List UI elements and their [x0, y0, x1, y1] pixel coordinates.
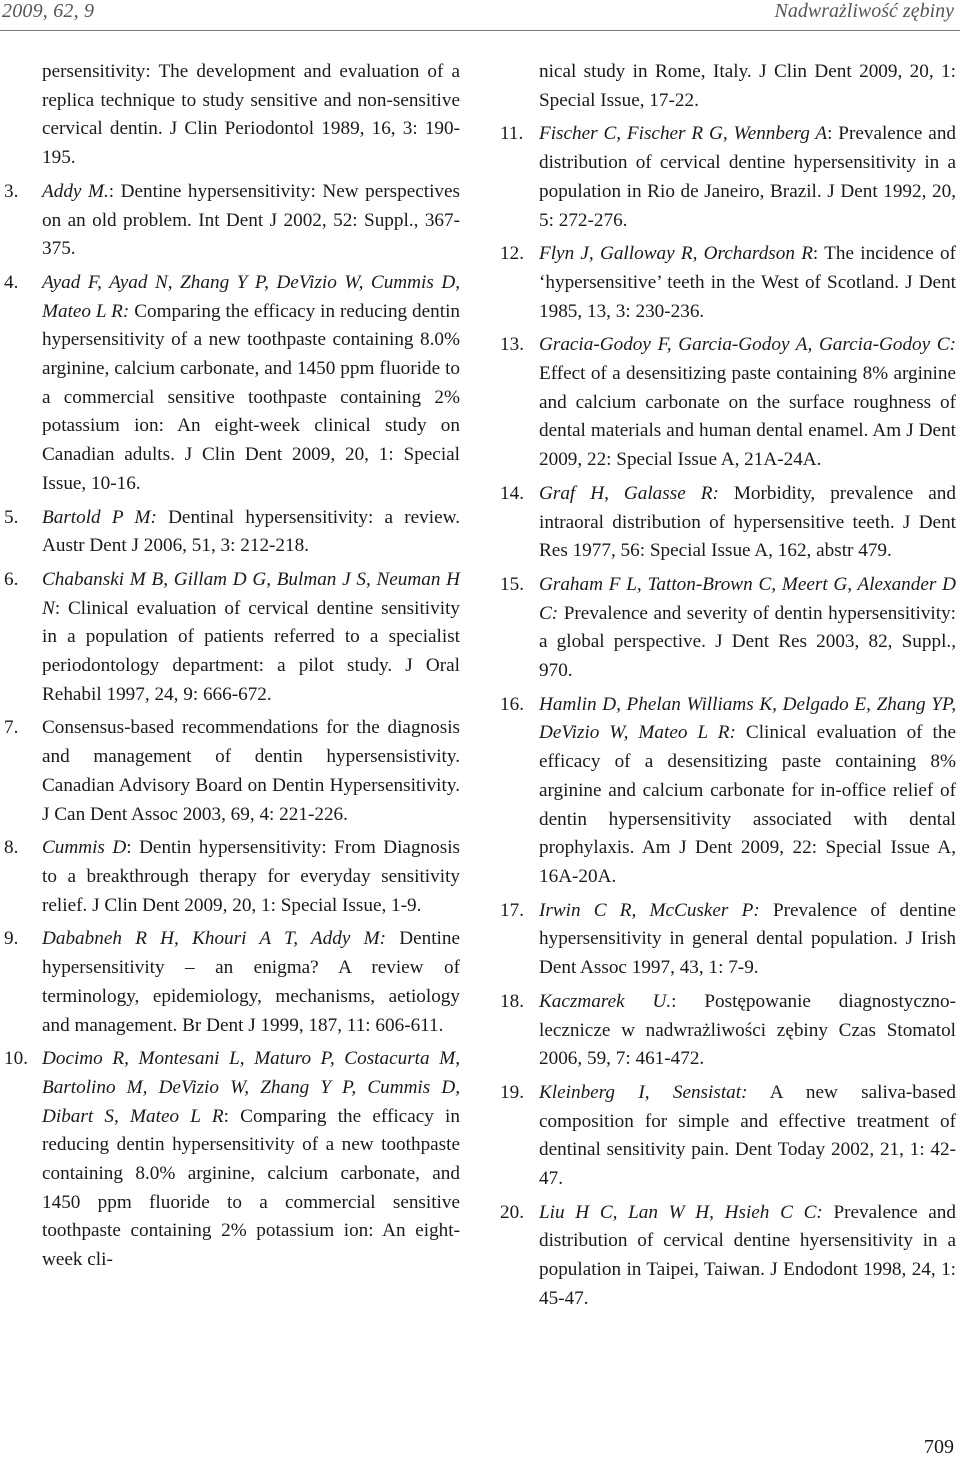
reference-authors: Graf H, Galasse R:: [539, 482, 719, 504]
reference-authors: Chabanski M B, Gillam D G, Bulman J S, Neuman H N: [42, 568, 460, 619]
reference-text: Morbidity, prevalence and intraoral distribution of hypersensitive teeth. J Dent Res 1977, 56: Special Issue A, 162, abstr 479.: [539, 482, 956, 562]
reference-item: [500, 571, 956, 686]
reference-item: [4, 925, 460, 1040]
journal-issue: 2009, 62, 9: [2, 0, 95, 22]
reference-number: 4.: [4, 271, 19, 293]
reference-item: [500, 691, 956, 892]
header-rule: [0, 30, 960, 31]
reference-text: persensitivity: The development and evaluation of a replica technique to study sensitive and non-sensitive cervical dentin. J Clin Periodontol 1989, 16, 3: 190-195.: [42, 61, 460, 169]
reference-number: 7.: [4, 717, 19, 739]
reference-number: 16.: [500, 693, 524, 715]
reference-text: : Postępowanie diagnostyczno-lecznicze w nadwrażliwości zębiny Czas Stomatol 2006, 59, 7: 461-472.: [539, 990, 956, 1070]
reference-item: [500, 1079, 956, 1194]
reference-number: 14.: [500, 482, 524, 504]
reference-number: 17.: [500, 899, 524, 921]
reference-authors: Docimo R, Montesani L, Maturo P, Costacurta M, Bartolino M, DeVizio W, Zhang Y P, Cummis D, Dibart S, Mateo L R: [42, 1048, 460, 1127]
reference-item: [4, 1045, 460, 1275]
reference-authors: Ayad F, Ayad N, Zhang Y P, DeVizio W, Cummis D, Mateo L R:: [42, 271, 460, 322]
reference-number: 3.: [4, 180, 19, 202]
reference-text: Dentinal hypersensitivity: a review. Austr Dent J 2006, 51, 3: 212-218.: [42, 506, 460, 557]
reference-item: [4, 504, 460, 561]
reference-authors: Bartold P M:: [42, 506, 157, 528]
reference-text: : Dentin hypersensitivity: From Diagnosis to a breakthrough therapy for everyday sensitivity relief. J Clin Dent 2009, 20, 1: Special Issue, 1-9.: [42, 837, 460, 916]
reference-number: 13.: [500, 334, 524, 356]
reference-number: 8.: [4, 837, 19, 859]
reference-item: [4, 269, 460, 499]
reference-authors: Kleinberg I, Sensistat:: [539, 1081, 748, 1103]
reference-authors: Irwin C R, McCusker P:: [539, 899, 760, 921]
reference-number: 19.: [500, 1081, 524, 1103]
reference-item: [4, 834, 460, 920]
reference-text: Clinical evaluation of the efficacy of a desensitizing paste containing 8% arginine and calcium carbonate for in-office relief of dentin hypersensitivity associated with dental prophylaxis. Am J Dent 2009, 22: Special Issue A, 16A-20A.: [539, 722, 956, 887]
reference-authors: Addy M.: [42, 180, 109, 202]
reference-number: 15.: [500, 573, 524, 595]
reference-text: Prevalence of dentine hypersensitivity in general dental population. J Irish Dent Assoc 1997, 43, 1: 7-9.: [539, 899, 956, 979]
reference-item: [4, 178, 460, 264]
reference-number: 11.: [500, 123, 524, 145]
reference-text: : The incidence of ‘hypersensitive’ teeth in the West of Scotland. J Dent 1985, 13, 3: 230-236.: [539, 243, 956, 322]
reference-text: Dentine hypersensitivity – an enigma? A review of terminology, epidemiology, mechanisms, aetiology and management. Br Dent J 1999, 187, 11: 606-611.: [42, 928, 460, 1036]
reference-text: Comparing the efficacy in reducing dentin hypersensitivity of a new toothpaste containing 8.0% arginine, calcium carbonate, and 1450 ppm fluoride to a commercial sensitive toothpaste containing 2% potassium ion: An eight-week clinical study on Canadian adults. J Clin Dent 2009, 20, 1: Special Issue, 10-16.: [42, 300, 461, 494]
reference-text: : Dentine hypersensitivity: New perspectives on an old problem. Int Dent J 2002, 52: Suppl., 367-375.: [42, 180, 460, 260]
page-number: 709: [924, 1436, 954, 1458]
reference-authors: Kaczmarek U.: [539, 990, 672, 1012]
reference-item: [500, 988, 956, 1074]
reference-item: [4, 58, 460, 173]
reference-authors: Dababneh R H, Khouri A T, Addy M:: [42, 928, 386, 950]
reference-item: [500, 58, 956, 115]
reference-number: 5.: [4, 506, 19, 528]
reference-text: : Clinical evaluation of cervical dentine sensitivity in a population of patients referred to a specialist periodontology department: a pilot study. J Oral Rehabil 1997, 24, 9: 666-672.: [42, 597, 460, 705]
reference-text: : Prevalence and distribution of cervical dentine hypersensitivity in a population in Rio de Janeiro, Brazil. J Dent 1992, 20, 5: 272-276.: [539, 123, 957, 231]
reference-number: 6.: [4, 568, 19, 590]
reference-item: [500, 897, 956, 983]
references-left-column: [4, 58, 460, 1280]
reference-item: [500, 240, 956, 326]
reference-number: 9.: [4, 928, 19, 950]
reference-authors: Graham F L, Tatton-Brown C, Meert G, Alexander D C:: [539, 573, 956, 624]
reference-authors: Flyn J, Galloway R, Orchardson R: [539, 243, 813, 265]
reference-item: [4, 566, 460, 710]
running-header: [0, 0, 960, 34]
reference-number: 18.: [500, 990, 524, 1012]
reference-text: Consensus-based recommendations for the diagnosis and management of dentin hypersensistivity. Canadian Advisory Board on Dentin Hypersensitivity. J Can Dent Assoc 2003, 69, 4: 221-226.: [42, 717, 460, 825]
references-right-column: [500, 58, 956, 1319]
reference-text: Prevalence and severity of dentin hypersensitivity: a global perspective. J Dent Res 2003, 82, Suppl., 970.: [539, 602, 956, 682]
reference-item: [500, 480, 956, 566]
reference-authors: Hamlin D, Phelan Williams K, Delgado E, Zhang YP, DeVizio W, Mateo L R:: [539, 693, 956, 744]
running-title: Nadwrażliwość zębiny: [774, 0, 954, 22]
reference-text: nical study in Rome, Italy. J Clin Dent 2009, 20, 1: Special Issue, 17-22.: [539, 61, 956, 111]
reference-authors: Fischer C, Fischer R G, Wennberg A: [539, 123, 828, 145]
reference-item: [500, 120, 956, 235]
reference-item: [500, 1199, 956, 1314]
reference-text: A new saliva-based composition for simple and effective treatment of dentinal sensitivity pain. Dent Today 2002, 21, 1: 42-47.: [539, 1081, 956, 1190]
reference-number: 20.: [500, 1201, 524, 1223]
reference-authors: Cummis D: [42, 837, 127, 859]
reference-text: : Comparing the efficacy in reducing dentin hypersensitivity of a new toothpaste containing 8.0% arginine, calcium carbonate, and 1450 ppm fluoride to a commercial sensitive toothpaste containing 2% potassium ion: An eight-week cli-: [42, 1105, 460, 1271]
reference-number: 12.: [500, 243, 524, 265]
reference-item: [4, 714, 460, 829]
reference-authors: Liu H C, Lan W H, Hsieh C C:: [539, 1201, 823, 1223]
reference-text: Prevalence and distribution of cervical dentine hyersensitivity in a population in Taipei, Taiwan. J Endodont 1998, 24, 1: 45-47.: [539, 1201, 956, 1309]
reference-authors: Gracia-Godoy F, Garcia-Godoy A, Garcia-Godoy C:: [539, 334, 956, 356]
reference-number: 10.: [4, 1048, 28, 1070]
reference-text: Effect of a desensitizing paste containing 8% arginine and calcium carbonate on the surface roughness of dental materials and human dental enamel. Am J Dent 2009, 22: Special Issue A, 21A-24A.: [539, 363, 956, 471]
reference-item: [500, 331, 956, 475]
